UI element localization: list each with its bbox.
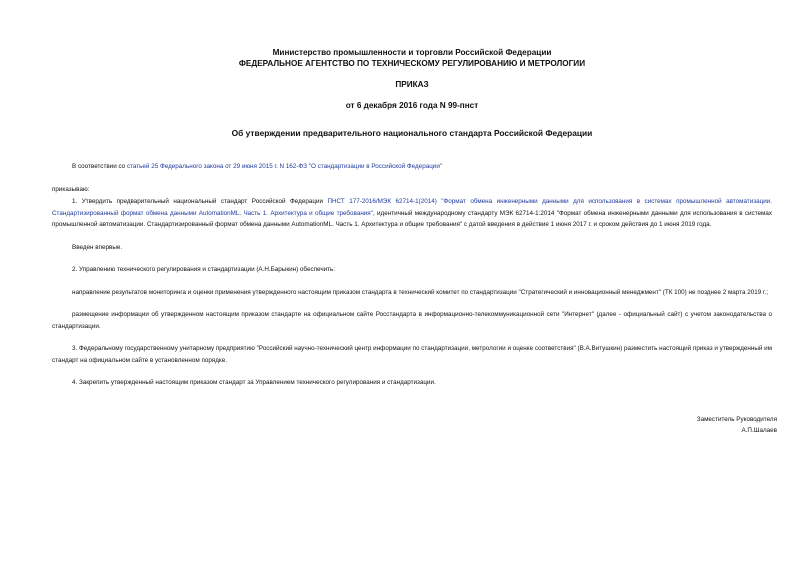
decree-word: приказываю: — [52, 185, 90, 193]
item-3-paragraph: 3. Федеральному государственному унитарному предприятию "Российский научно-технический центр информации по стандартизации, метрологии и оценке соответствия" (В.А.Витушкин) разместить настоящий приказ и утвержденный им стандарт на официальном сайте в установленном порядке. — [52, 345, 772, 364]
document-subject: Об утверждении предварительного национального стандарта Российской Федерации — [231, 128, 593, 138]
standard-link[interactable]: ПНСТ 177-2016/МЭК 62714-1(2014) "Формат обмена инженерными данными для использования в системах промышленной автоматизации. Стандартизированный формат обмена данными AutomationML. Часть 1. Архитектура и общие требования" — [52, 198, 772, 217]
agency-title: ФЕДЕРАЛЬНОЕ АГЕНТСТВО ПО ТЕХНИЧЕСКОМУ РЕГУЛИРОВАНИЮ И МЕТРОЛОГИИ — [238, 59, 586, 68]
signature-name: А.П.Шалаев — [741, 427, 777, 434]
item-2a-paragraph: направление результатов мониторинга и оценки применения утвержденного настоящим приказом стандарта в технический комитет по стандартизации "Стратегический и инновационный менеджмент" (ТК 100) не позднее 2 марта 2019 г.; — [72, 288, 769, 296]
intro-paragraph — [52, 161, 772, 173]
item-1-suffix: , идентичный международному стандарту МЭК 62714-1:2014 "Формат обмена инженерными данными для использования в системах промышленной автоматизации. Стандартизированный формат обмена данными AutomationML. Часть 1. Архитектура и общие требования" с датой введения в действие 1 июня 2017 г. и сроком действия до 1 июня 2019 года. — [52, 209, 773, 228]
federal-law-link[interactable]: статьей 25 Федерального закона от 29 июня 2015 г. N 162-ФЗ "О стандартизации в Российской Федерации" — [126, 163, 443, 170]
item-1-prefix: 1. Утвердить предварительный национальный стандарт Российской Федерации — [72, 198, 328, 205]
item-2b-paragraph: размещение информации об утвержденном настоящим приказом стандарте на официальном сайте Росстандарта в информационно-телекоммуникационной сети "Интернет" (далее - официальный сайт) с учетом законодательства о стандартизации. — [52, 311, 772, 330]
document-date-number: от 6 декабря 2016 года N 99-пнст — [345, 101, 479, 110]
document-type: ПРИКАЗ — [395, 80, 429, 89]
item-1-paragraph — [52, 196, 772, 231]
ministry-title: Министерство промышленности и торговли Российской Федерации — [272, 48, 552, 57]
signature-position: Заместитель Руководителя — [696, 416, 777, 423]
item-2-paragraph: 2. Управлению технического регулирования и стандартизации (А.Н.Барыкин) обеспечить: — [72, 266, 336, 273]
signature-block — [697, 414, 777, 436]
item-4-paragraph: 4. Закрепить утвержденный настоящим приказом стандарт за Управлением технического регулирования и стандартизации. — [72, 379, 436, 386]
intro-prefix: В соответствии со — [72, 163, 127, 170]
introduced-first: Введен впервые. — [72, 243, 123, 251]
document-page — [52, 0, 772, 389]
